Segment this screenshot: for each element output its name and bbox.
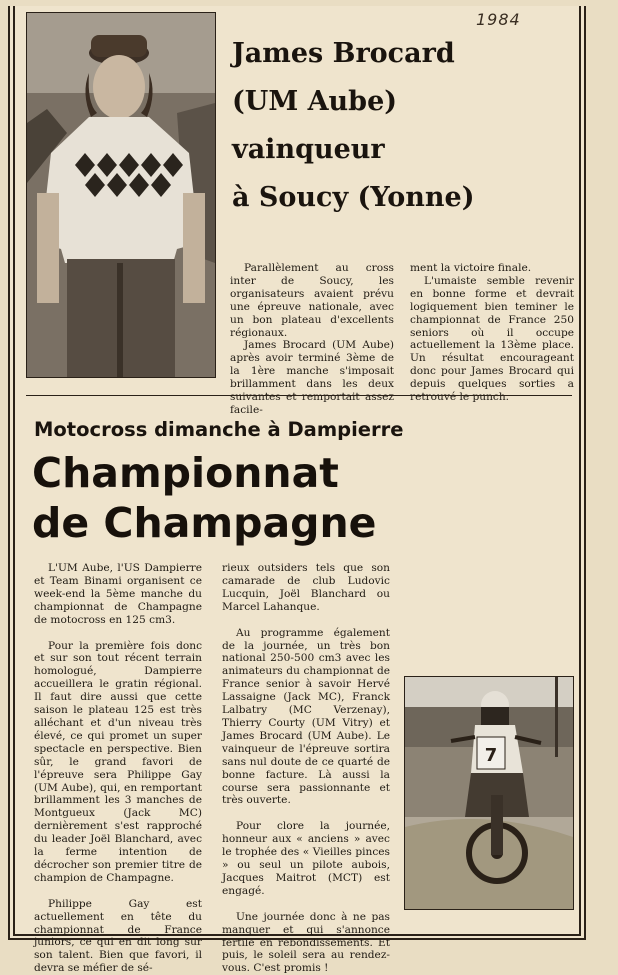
paragraph: Une journée donc à ne pas manquer et qui s'annonce fertile en rebondissements. Et puis, le soleil sera au rendez-vous. C'est promis ! (222, 910, 390, 975)
headline-line: Championnat (32, 449, 339, 497)
headline-line: (UM Aube) (232, 86, 398, 117)
section-divider (26, 395, 572, 396)
paragraph: Parallèlement au cross inter de Soucy, les organisateurs avaient prévu une épreuve nationale, avec un bon plateau d'excellents régionaux. (230, 262, 394, 339)
portrait-illustration (27, 13, 215, 377)
motocross-illustration (405, 677, 573, 909)
paragraph: L'UM Aube, l'US Dampierre et Team Binami organisent ce week-end la 5ème manche du championnat de Champagne de motocross en 125 cm3. (34, 562, 202, 626)
motocross-rider-photo (404, 676, 574, 910)
article2-column-2 (222, 562, 390, 975)
paragraph: James Brocard (UM Aube) après avoir terminé 3ème de la 1ère manche s'imposait brillamment dans les deux suivantes et remportait assez facile- (230, 339, 394, 416)
paragraph: Au programme également de la journée, un très bon national 250-500 cm3 avec les animateurs du championnat de France senior à savoir Hervé Lassaigne (Jack MC), Franck Lalbatry (MC Verzenay), Thierry Courty (UM Vitry) et James Brocard (UM Aube). Le vainqueur de l'épreuve sortira sans nul doute de ce quarté de bonne facture. Là aussi la course sera passionnante et très ouverte. (222, 626, 390, 807)
article1-column-2 (410, 262, 574, 404)
bib-number: 7 (484, 745, 498, 766)
paragraph: Philippe Gay est actuellement en tête du championnat de France juniors, ce qui en dit long sur son talent. Bien que favori, il devra se méfier de sé- (34, 897, 202, 975)
paragraph: Pour la première fois donc et sur son tout récent terrain homologué, Dampierre accueillera le gratin régional. Il faut dire aussi que cette saison le plateau 125 est très alléchant et d'un niveau très élevé, ce qui promet un super spectacle en perspective. Bien sûr, le grand favori de l'épreuve sera Philippe Gay (UM Aube), qui, en remportant brillamment les 3 manches de Montgueux (Jack MC) dernièrement s'est rapproché du leader Joël Blanchard, avec la ferme intention de décrocher son premier titre de champion de Champagne. (34, 639, 202, 884)
article1-headline (232, 30, 572, 222)
headline-line: à Soucy (Yonne) (232, 182, 475, 213)
article1-column-1 (230, 262, 394, 417)
headline-line: de Champagne (32, 499, 377, 547)
article2-kicker: Motocross dimanche à Dampierre (34, 418, 404, 441)
paragraph: L'umaiste semble revenir en bonne forme et devrait logiquement bien teminer le championnat de France 250 seniors où il occupe actuellement la 13ème place. Un résultat encourageant donc pour James Brocard qui depuis quelques sorties a retrouvé le punch. (410, 274, 574, 404)
paragraph: Pour clore la journée, honneur aux « anciens » avec le trophée des « Vieilles pinces » ou seul un pilote aubois, Jacques Maitrot (MCT) est engagé. (222, 820, 390, 897)
paragraph: rieux outsiders tels que son camarade de club Ludovic Lucquin, Joël Blanchard ou Marcel Lahanque. (222, 562, 390, 613)
headline-line: vainqueur (232, 134, 385, 165)
paragraph: ment la victoire finale. (410, 262, 532, 274)
headline-line: James Brocard (232, 38, 455, 69)
handwritten-year: 1984 (476, 10, 521, 29)
rider-portrait-photo (26, 12, 216, 378)
article2-headline (32, 448, 432, 548)
article2-column-1 (34, 562, 202, 975)
